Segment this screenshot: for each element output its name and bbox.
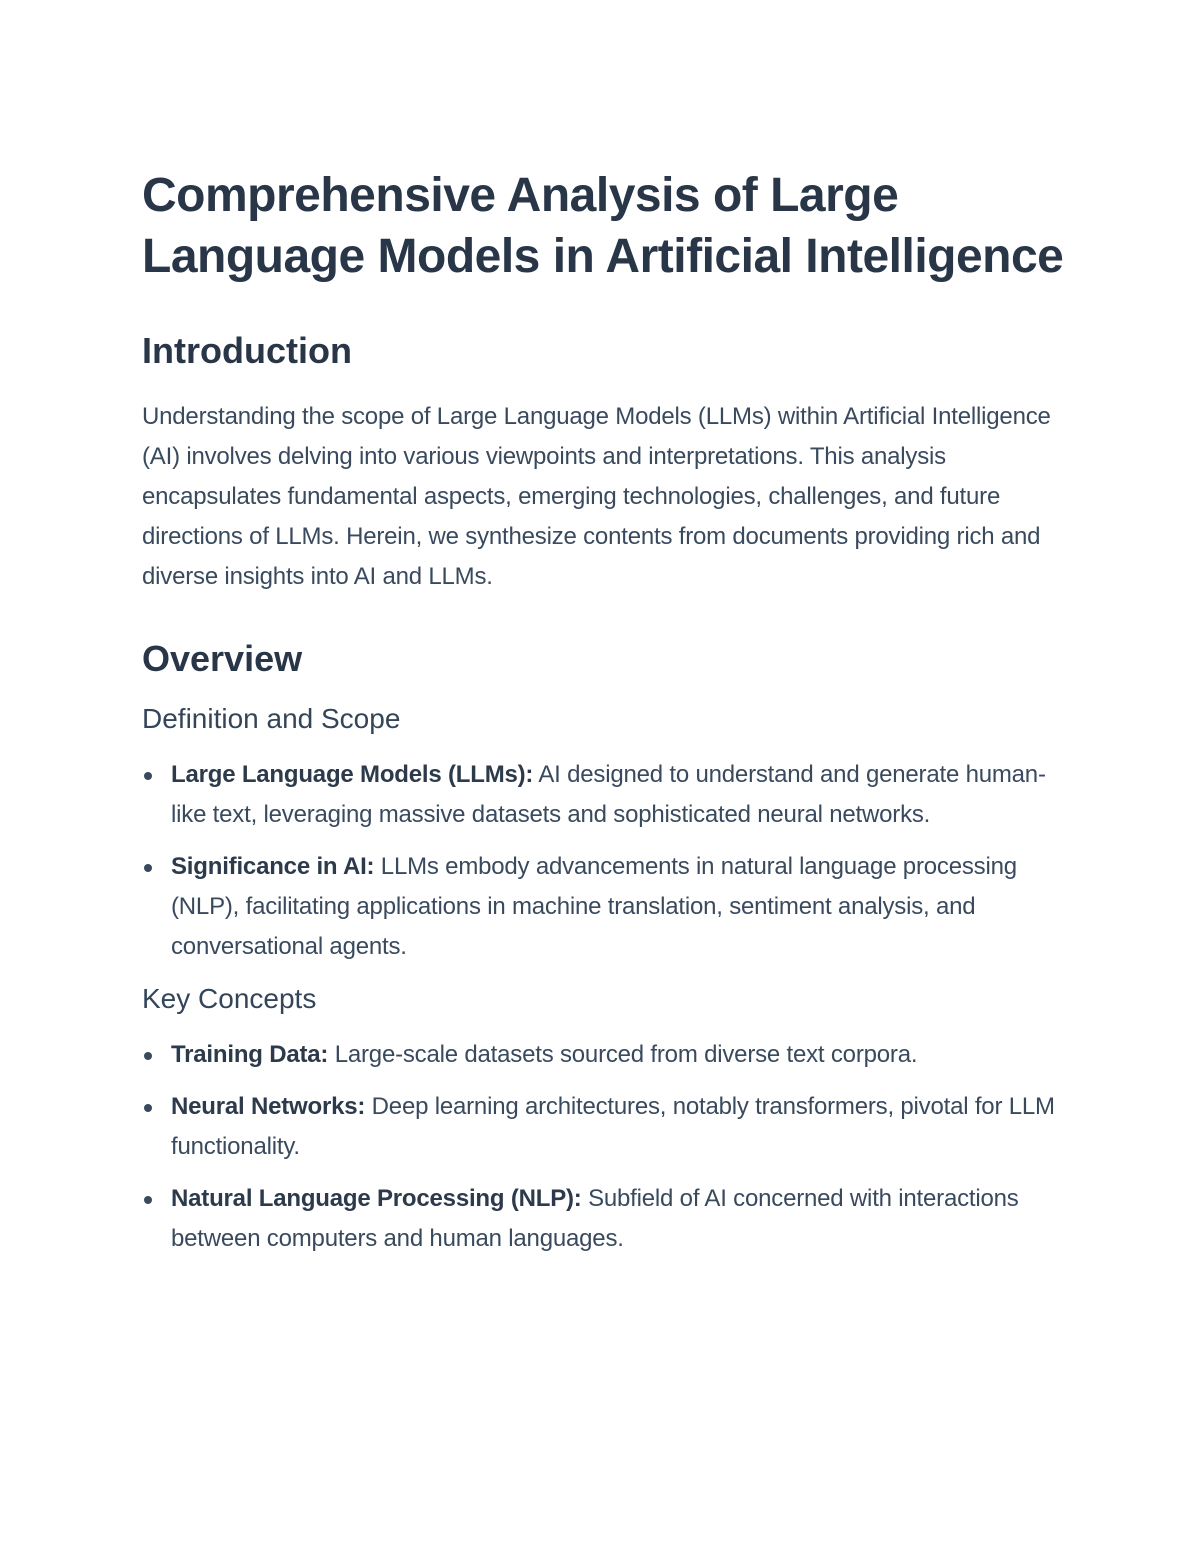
- introduction-paragraph: Understanding the scope of Large Language Models (LLMs) within Artificial Intelligence (AI) involves delving into various viewpoints and interpretations. This analysis encapsulates fundamental aspects, emerging technologies, challenges, and future directions of LLMs. Herein, we synthesize contents from documents providing rich and diverse insights into AI and LLMs.: [142, 403, 1051, 590]
- list-item: [142, 847, 1067, 967]
- overview-heading: Overview: [142, 638, 303, 679]
- list-item-text: Large-scale datasets sourced from diverse text corpora.: [328, 1041, 918, 1068]
- list-item-text: AI designed to understand and generate human-like text, leveraging massive datasets and sophisticated neural networks.: [171, 761, 1046, 828]
- list-item: [142, 1035, 1067, 1075]
- bullet-icon: [144, 772, 152, 780]
- list-item-text: Deep learning architectures, notably transformers, pivotal for LLM functionality.: [171, 1093, 1055, 1160]
- key-concepts-list: [142, 1035, 1067, 1259]
- list-item-text: Subfield of AI concerned with interactions between computers and human languages.: [171, 1185, 1019, 1252]
- list-item: [142, 755, 1067, 835]
- list-item-term: Significance in AI:: [171, 853, 375, 880]
- definition-scope-heading: Definition and Scope: [142, 703, 401, 734]
- list-item-term: Neural Networks:: [171, 1093, 366, 1120]
- list-item-term: Large Language Models (LLMs):: [171, 761, 534, 788]
- document-page: [142, 165, 1067, 1271]
- bullet-icon: [144, 864, 152, 872]
- list-item: [142, 1179, 1067, 1259]
- document-title: Comprehensive Analysis of Large Language Models in Artificial Intelligence: [142, 169, 1064, 283]
- definition-list: [142, 755, 1067, 967]
- key-concepts-heading: Key Concepts: [142, 983, 317, 1014]
- introduction-heading: Introduction: [142, 330, 352, 371]
- list-item-term: Training Data:: [171, 1041, 329, 1068]
- bullet-icon: [144, 1196, 152, 1204]
- list-item-text: LLMs embody advancements in natural language processing (NLP), facilitating applications in machine translation, sentiment analysis, and conversational agents.: [171, 853, 1017, 960]
- list-item-term: Natural Language Processing (NLP):: [171, 1185, 582, 1212]
- list-item: [142, 1087, 1067, 1167]
- bullet-icon: [144, 1104, 152, 1112]
- bullet-icon: [144, 1052, 152, 1060]
